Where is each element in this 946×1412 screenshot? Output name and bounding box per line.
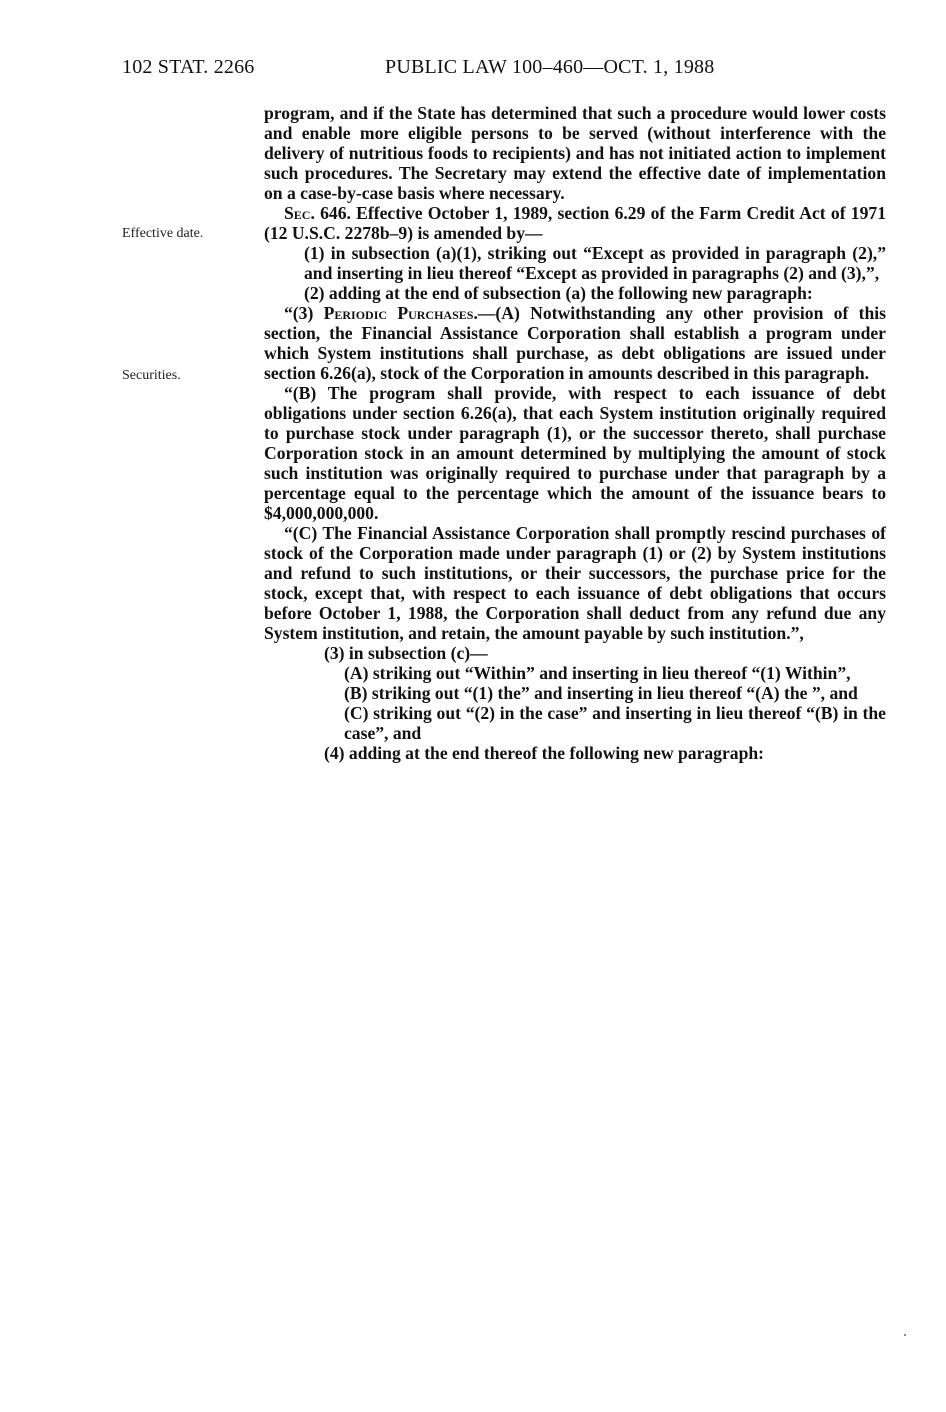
amendment-item-3C: (C) striking out “(2) in the case” and inserting in lieu thereof “(B) in the case”, and [344,703,886,743]
margin-note-securities: Securities. [122,368,181,383]
public-law-title: PUBLIC LAW 100–460—OCT. 1, 1988 [385,56,715,78]
amendment-item-3B: (B) striking out “(1) the” and inserting in lieu thereof “(A) the ”, and [344,683,858,703]
body-text [264,103,886,763]
amendment-item-3: (3) in subsection (c)— [324,643,488,663]
stat-citation: 102 STAT. 2266 [122,56,255,78]
paragraph-3-B: “(B) The program shall provide, with respect to each issuance of debt obligations under section 6.26(a), that each System institution originally required to purchase stock under paragraph (1), or the successor thereto, shall purchase Corporation stock in an amount determined by multiplying the amount of stock such institution was originally required to purchase under that paragraph by a percentage equal to the percentage which the amount of the issuance bears to $4,000,000,000. [264,383,886,523]
running-header [0,56,946,86]
amendment-item-1: (1) in subsection (a)(1), striking out “Except as provided in paragraph (2),” and inserting in lieu thereof “Except as provided in paragraphs (2) and (3),”, [304,243,886,283]
paragraph-3-heading: Periodic Purchases [323,303,474,323]
section-646 [264,203,886,243]
amendment-item-3A: (A) striking out “Within” and inserting in lieu thereof “(1) Within”, [344,663,851,683]
amendment-item-4: (4) adding at the end thereof the following new paragraph: [324,743,765,763]
amendment-item-2: (2) adding at the end of subsection (a) the following new paragraph: [304,283,813,303]
paragraph-3-open: “(3) [284,303,324,323]
section-text: Effective October 1, 1989, section 6.29 of the Farm Credit Act of 1971 (12 U.S.C. 2278b–9) is amended by— [264,203,886,243]
paragraph-continuation: program, and if the State has determined that such a procedure would lower costs and enable more eligible persons to be served (without interference with the delivery of nutritious foods to recipients) and has not initiated action to implement such procedures. The Secretary may extend the effective date of implementation on a case-by-case basis where necessary. [264,103,886,203]
scan-speck [904,1334,906,1336]
paragraph-3-text: .—(A) Notwithstanding any other provision of this section, the Financial Assistance Corporation shall establish a program under which System institutions shall purchase, as debt obligations are issued under section 6.26(a), stock of the Corporation in amounts described in this paragraph. [264,303,886,383]
section-label: Sec. 646. [284,203,351,223]
paragraph-3-periodic-purchases [264,303,886,383]
margin-note-effective-date: Effective date. [122,226,204,241]
paragraph-3-C: “(C) The Financial Assistance Corporation shall promptly rescind purchases of stock of the Corporation made under paragraph (1) or (2) by System institutions and refund to such institutions, or their successors, the purchase price for the stock, except that, with respect to each issuance of debt obligations that occurs before October 1, 1988, the Corporation shall deduct from any refund due any System institution, and retain, the amount payable by such institution.”, [264,523,886,643]
